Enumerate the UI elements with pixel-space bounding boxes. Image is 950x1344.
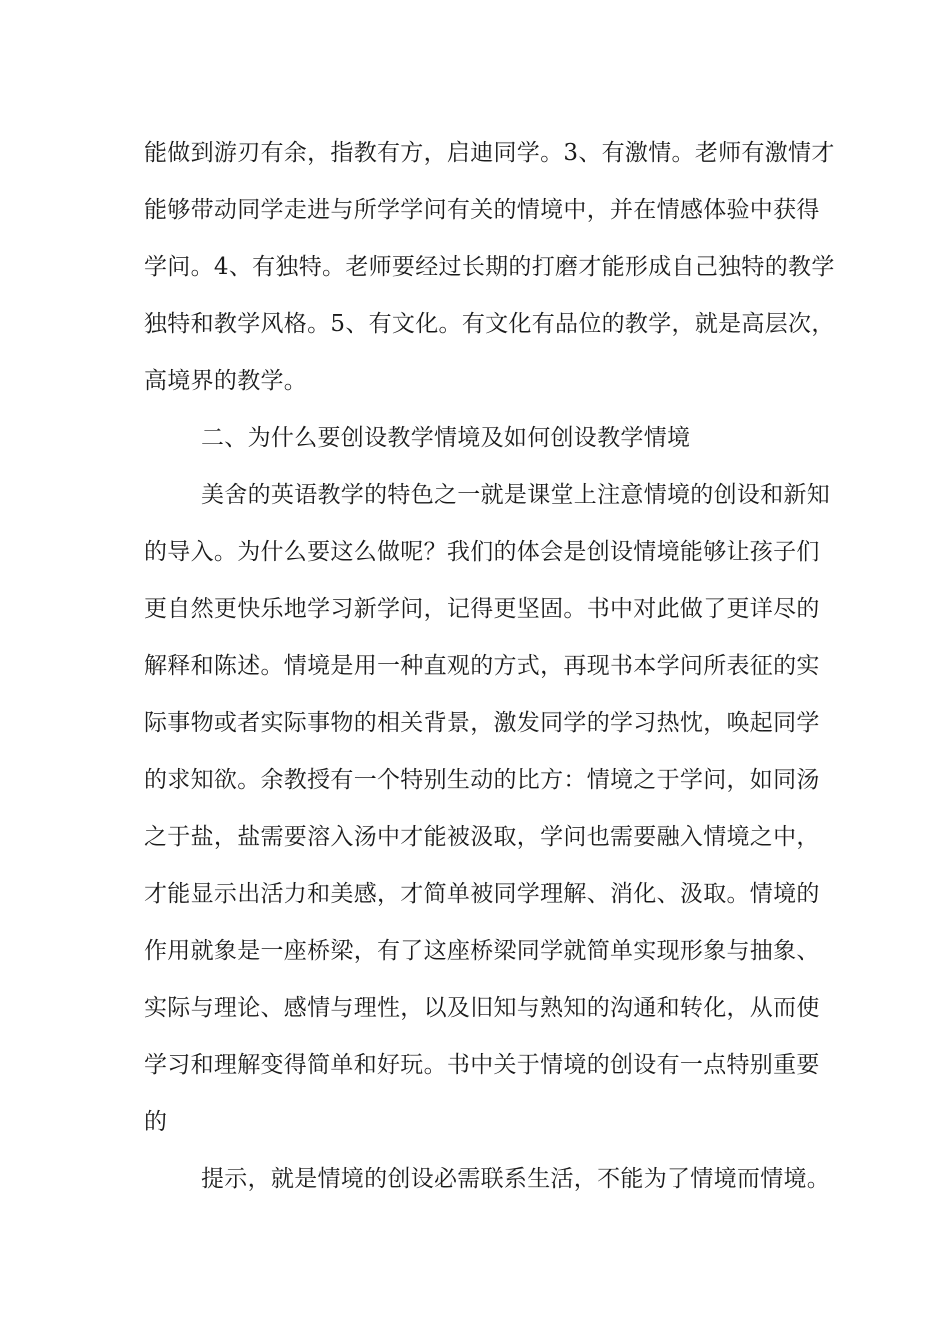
text-line: 独特和教学风格。5、有文化。有文化有品位的教学，就是高层次， <box>144 311 835 337</box>
text-line: 际事物或者实际事物的相关背景，激发同学的学习热忱，唤起同学 <box>144 710 820 736</box>
text-line: 才能显示出活力和美感，才简单被同学理解、消化、汲取。情境的 <box>144 881 820 907</box>
section-heading: 二、为什么要创设教学情境及如何创设教学情境 <box>201 425 691 451</box>
text-line: 提示，就是情境的创设必需联系生活，不能为了情境而情境。 <box>201 1166 831 1192</box>
text-line: 学问。4、有独特。老师要经过长期的打磨才能形成自己独特的教学 <box>144 254 835 280</box>
text-line: 能做到游刃有余，指教有方，启迪同学。3、有激情。老师有激情才 <box>144 140 835 166</box>
text-line: 解释和陈述。情境是用一种直观的方式，再现书本学问所表征的实 <box>144 653 820 679</box>
text-line: 更自然更快乐地学习新学问，记得更坚固。书中对此做了更详尽的 <box>144 596 820 622</box>
text-line: 美舍的英语教学的特色之一就是课堂上注意情境的创设和新知 <box>201 482 831 508</box>
text-line: 之于盐，盐需要溶入汤中才能被汲取，学问也需要融入情境之中， <box>144 824 820 850</box>
text-line: 能够带动同学走进与所学学问有关的情境中，并在情感体验中获得 <box>144 197 820 223</box>
text-line: 学习和理解变得简单和好玩。书中关于情境的创设有一点特别重要 <box>144 1052 820 1078</box>
text-line: 实际与理论、感情与理性，以及旧知与熟知的沟通和转化，从而使 <box>144 995 820 1021</box>
text-line: 的导入。为什么要这么做呢？我们的体会是创设情境能够让孩子们 <box>144 539 820 565</box>
text-line: 的 <box>144 1109 168 1135</box>
text-line: 高境界的教学。 <box>144 368 308 394</box>
text-line: 的求知欲。余教授有一个特别生动的比方：情境之于学问，如同汤 <box>144 767 820 793</box>
text-line: 作用就象是一座桥梁，有了这座桥梁同学就简单实现形象与抽象、 <box>144 938 820 964</box>
